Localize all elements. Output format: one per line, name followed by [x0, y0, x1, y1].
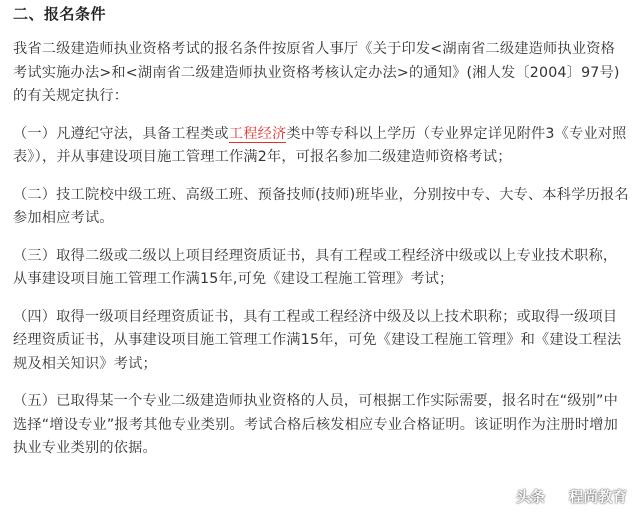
at-icon-graphic	[549, 489, 565, 505]
condition-item-3: （三）取得二级或二级以上项目经理资质证书，具有工程或工程经济中级或以上专业技术职称，从事建设项目施工管理工作满15年,可免《建设工程施工管理》考试；	[13, 247, 618, 287]
condition-item-4: （四）取得一级项目经理资质证书，具有工程或工程经济中级及以上技术职称；或取得一级项目经理资质证书，从事建设项目施工管理工作满15年，可免《建设工程施工管理》和《建设工程法规及相关知识》考试；	[13, 308, 622, 372]
condition-item-5: （五）已取得某一个专业二级建造师执业资格的人员，可根据工作实际需要，报名时在“级别”中选择“增设专业”报考其他专业类别。考试合格后核发相应专业合格证明。该证明作为注册时增加执业专业类别的依据。	[13, 393, 618, 456]
condition-item-2: （二）技工院校中级工班、高级工班、预备技师(技师)班毕业，分别按中专、大专、本科学历报名参加相应考试。	[13, 186, 629, 226]
at-icon	[549, 489, 565, 505]
condition-item-1-text-after: 类中等专科以上学历（专业界定详见附件3《专业对照表》），并从事建设项目施工管理工作满2年，可报名参加二级建造师资格考试；	[13, 125, 627, 165]
watermark-prefix: 头条	[516, 490, 545, 506]
keyword-link-engineering-economics[interactable]: 工程经济	[228, 125, 287, 142]
intro-paragraph: 我省二级建造师执业资格考试的报名条件按原省人事厅《关于印发<湖南省二级建造师执业资格考试实施办法>和<湖南省二级建造师执业资格考核认定办法>的通知》(湘人发〔2004〕97号)的有关规定执行：	[13, 41, 620, 104]
article-body	[13, 0, 629, 461]
condition-item-1	[13, 123, 629, 170]
watermark	[516, 486, 627, 507]
section-heading: 二、报名条件	[13, 5, 107, 23]
condition-item-1-text-before: （一）凡遵纪守法，具备工程类或	[13, 125, 229, 142]
watermark-account: 程尚教育	[569, 490, 627, 506]
